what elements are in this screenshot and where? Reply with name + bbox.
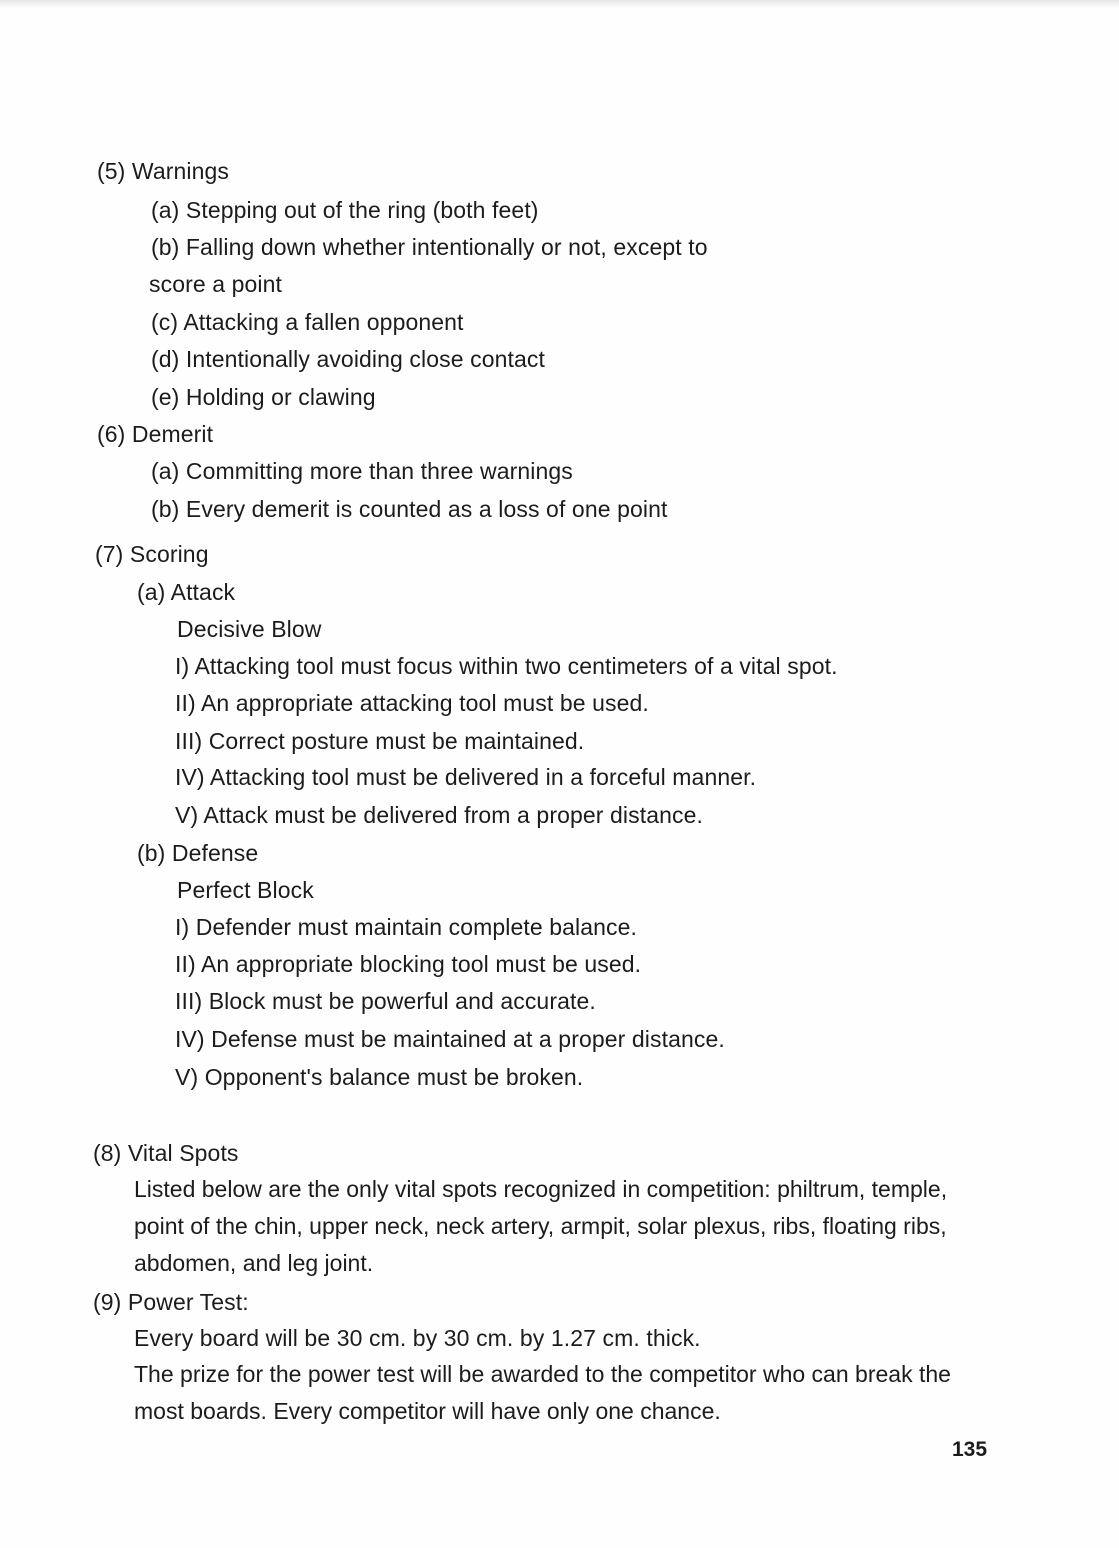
section-7-attack-label: (a) Attack	[137, 579, 236, 605]
section-8-body: Listed below are the only vital spots recognized in competition: philtrum, temple, point of the chin, upper neck, neck artery, armpit, solar plexus, ribs, floating ribs, abdomen, and leg joint.	[134, 1176, 948, 1276]
section-7-heading: (7) Scoring	[95, 541, 209, 567]
section-8-heading: (8) Vital Spots	[93, 1140, 239, 1166]
page-top-edge	[0, 0, 1119, 8]
attack-rule-1: I) Attacking tool must focus within two centimeters of a vital spot.	[175, 653, 838, 679]
attack-rule-5: V) Attack must be delivered from a proper distance.	[175, 802, 703, 828]
attack-rule-4: IV) Attacking tool must be delivered in a forceful manner.	[175, 764, 757, 790]
section-9-board-size: Every board will be 30 cm. by 30 cm. by 1.27 cm. thick.	[134, 1325, 701, 1351]
defense-rule-3: III) Block must be powerful and accurate.	[175, 988, 596, 1014]
section-6-item-b: (b) Every demerit is counted as a loss of one point	[151, 496, 668, 522]
attack-rule-2: II) An appropriate attacking tool must be used.	[175, 690, 649, 716]
section-5-item-d: (d) Intentionally avoiding close contact	[151, 346, 545, 372]
defense-rule-4: IV) Defense must be maintained at a proper distance.	[175, 1026, 725, 1052]
defense-rule-5: V) Opponent's balance must be broken.	[175, 1064, 584, 1090]
attack-rule-3: III) Correct posture must be maintained.	[175, 728, 585, 754]
section-7-defense-label: (b) Defense	[137, 840, 259, 866]
section-5-heading: (5) Warnings	[97, 158, 229, 184]
section-9-body: The prize for the power test will be awarded to the competitor who can break the most boards. Every competitor will have only one chance.	[134, 1361, 951, 1424]
section-5-item-c: (c) Attacking a fallen opponent	[151, 309, 464, 335]
section-5-item-b: (b) Falling down whether intentionally or not, except to	[151, 234, 708, 260]
defense-rule-2: II) An appropriate blocking tool must be used.	[175, 951, 642, 977]
section-5-item-b-continued: score a point	[149, 271, 282, 297]
section-6-item-a: (a) Committing more than three warnings	[151, 458, 573, 484]
section-5-item-e: (e) Holding or clawing	[151, 384, 376, 410]
section-9-heading: (9) Power Test:	[93, 1289, 249, 1315]
page-number: 135	[952, 1438, 988, 1461]
section-5-item-a: (a) Stepping out of the ring (both feet)	[151, 197, 539, 223]
defense-rule-1: I) Defender must maintain complete balance.	[175, 914, 637, 940]
section-7-defense-subtitle: Perfect Block	[177, 877, 314, 903]
section-6-heading: (6) Demerit	[97, 421, 214, 447]
section-7-attack-subtitle: Decisive Blow	[177, 616, 322, 642]
